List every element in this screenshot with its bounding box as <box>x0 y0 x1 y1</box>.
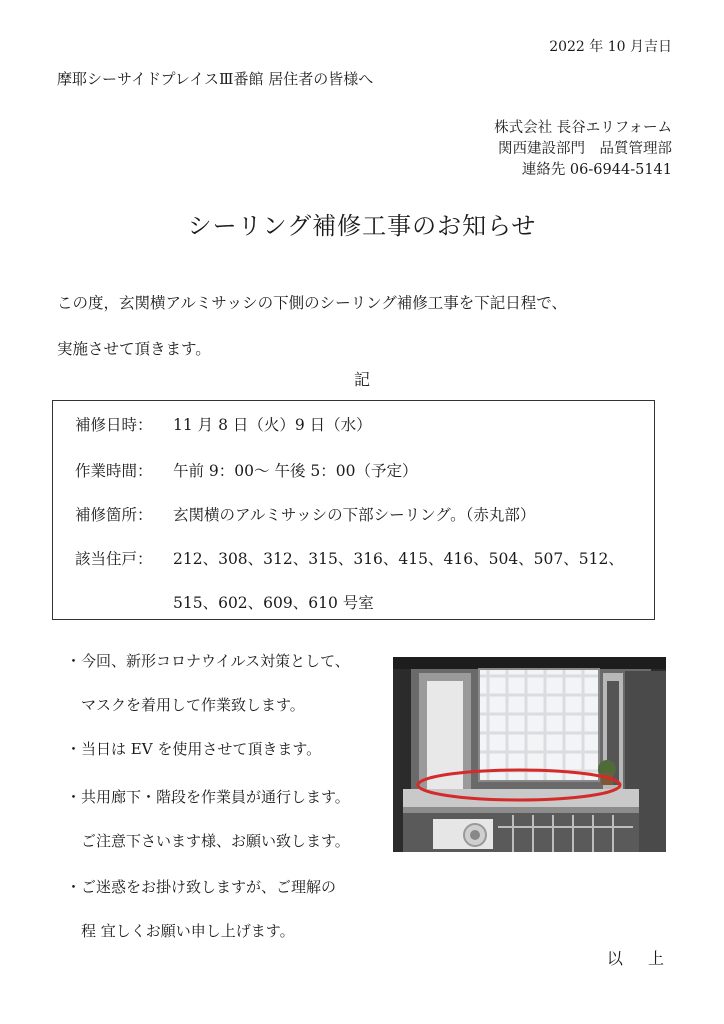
work-time-row <box>75 459 417 481</box>
details-box <box>52 400 655 620</box>
document-date: 2022 年 10 月吉日 <box>549 39 672 55</box>
target-units-row-2 <box>173 591 374 613</box>
entrance-sash-photo <box>393 657 666 852</box>
note-item: 程 宜しくお願い申し上げます。 <box>66 922 295 940</box>
closing-mark: 以 上 <box>606 949 674 968</box>
target-units-line-1: 212、308、312、315、316、415、416、504、507、512、 <box>173 550 624 568</box>
target-units-line-2: 515、602、609、610 号室 <box>173 594 374 612</box>
note-item: ・当日は EV を使用させて頂きます。 <box>66 740 322 758</box>
page-title: シーリング補修工事のお知らせ <box>187 212 537 240</box>
repair-place-value: 玄関横のアルミサッシの下部シーリング。（赤丸部） <box>173 506 536 524</box>
sender-contact: 連絡先 06-6944-5141 <box>521 162 672 178</box>
recipient-line: 摩耶シーサイドプレイスⅢ番館 居住者の皆様へ <box>57 70 374 88</box>
note-item: ・ご迷惑をお掛け致しますが、ご理解の <box>66 878 337 896</box>
ki-heading: 記 <box>353 370 370 389</box>
note-item: ・今回、新形コロナウイルス対策として、 <box>66 652 350 670</box>
sender-company: 株式会社 長谷エリフォーム <box>494 120 672 136</box>
repair-date-label: 補修日時： <box>75 416 153 434</box>
target-units-row <box>75 547 624 569</box>
repair-place-row <box>75 503 535 525</box>
repair-date-value: 11 月 8 日（火）9 日（水） <box>173 416 372 434</box>
sender-block <box>494 118 672 181</box>
repair-place-label: 補修箇所： <box>75 506 153 524</box>
photo-illustration <box>393 657 666 852</box>
intro-line-2: 実施させて頂きます。 <box>57 340 211 358</box>
sender-department: 関西建設部門 品質管理部 <box>498 141 672 157</box>
note-item: ・共用廊下・階段を作業員が通行します。 <box>66 788 350 806</box>
repair-date-row <box>75 413 372 435</box>
target-units-label: 該当住戸： <box>75 550 153 568</box>
intro-line-1: この度，玄関横アルミサッシの下側のシーリング補修工事を下記日程で、 <box>57 294 567 312</box>
note-item: ご注意下さいます様、お願い致します。 <box>66 832 350 850</box>
work-time-label: 作業時間： <box>75 462 153 480</box>
work-time-value: 午前 9：00～ 午後 5：00（予定） <box>173 462 418 480</box>
note-item: マスクを着用して作業致します。 <box>66 696 305 714</box>
intro-text <box>57 280 567 372</box>
